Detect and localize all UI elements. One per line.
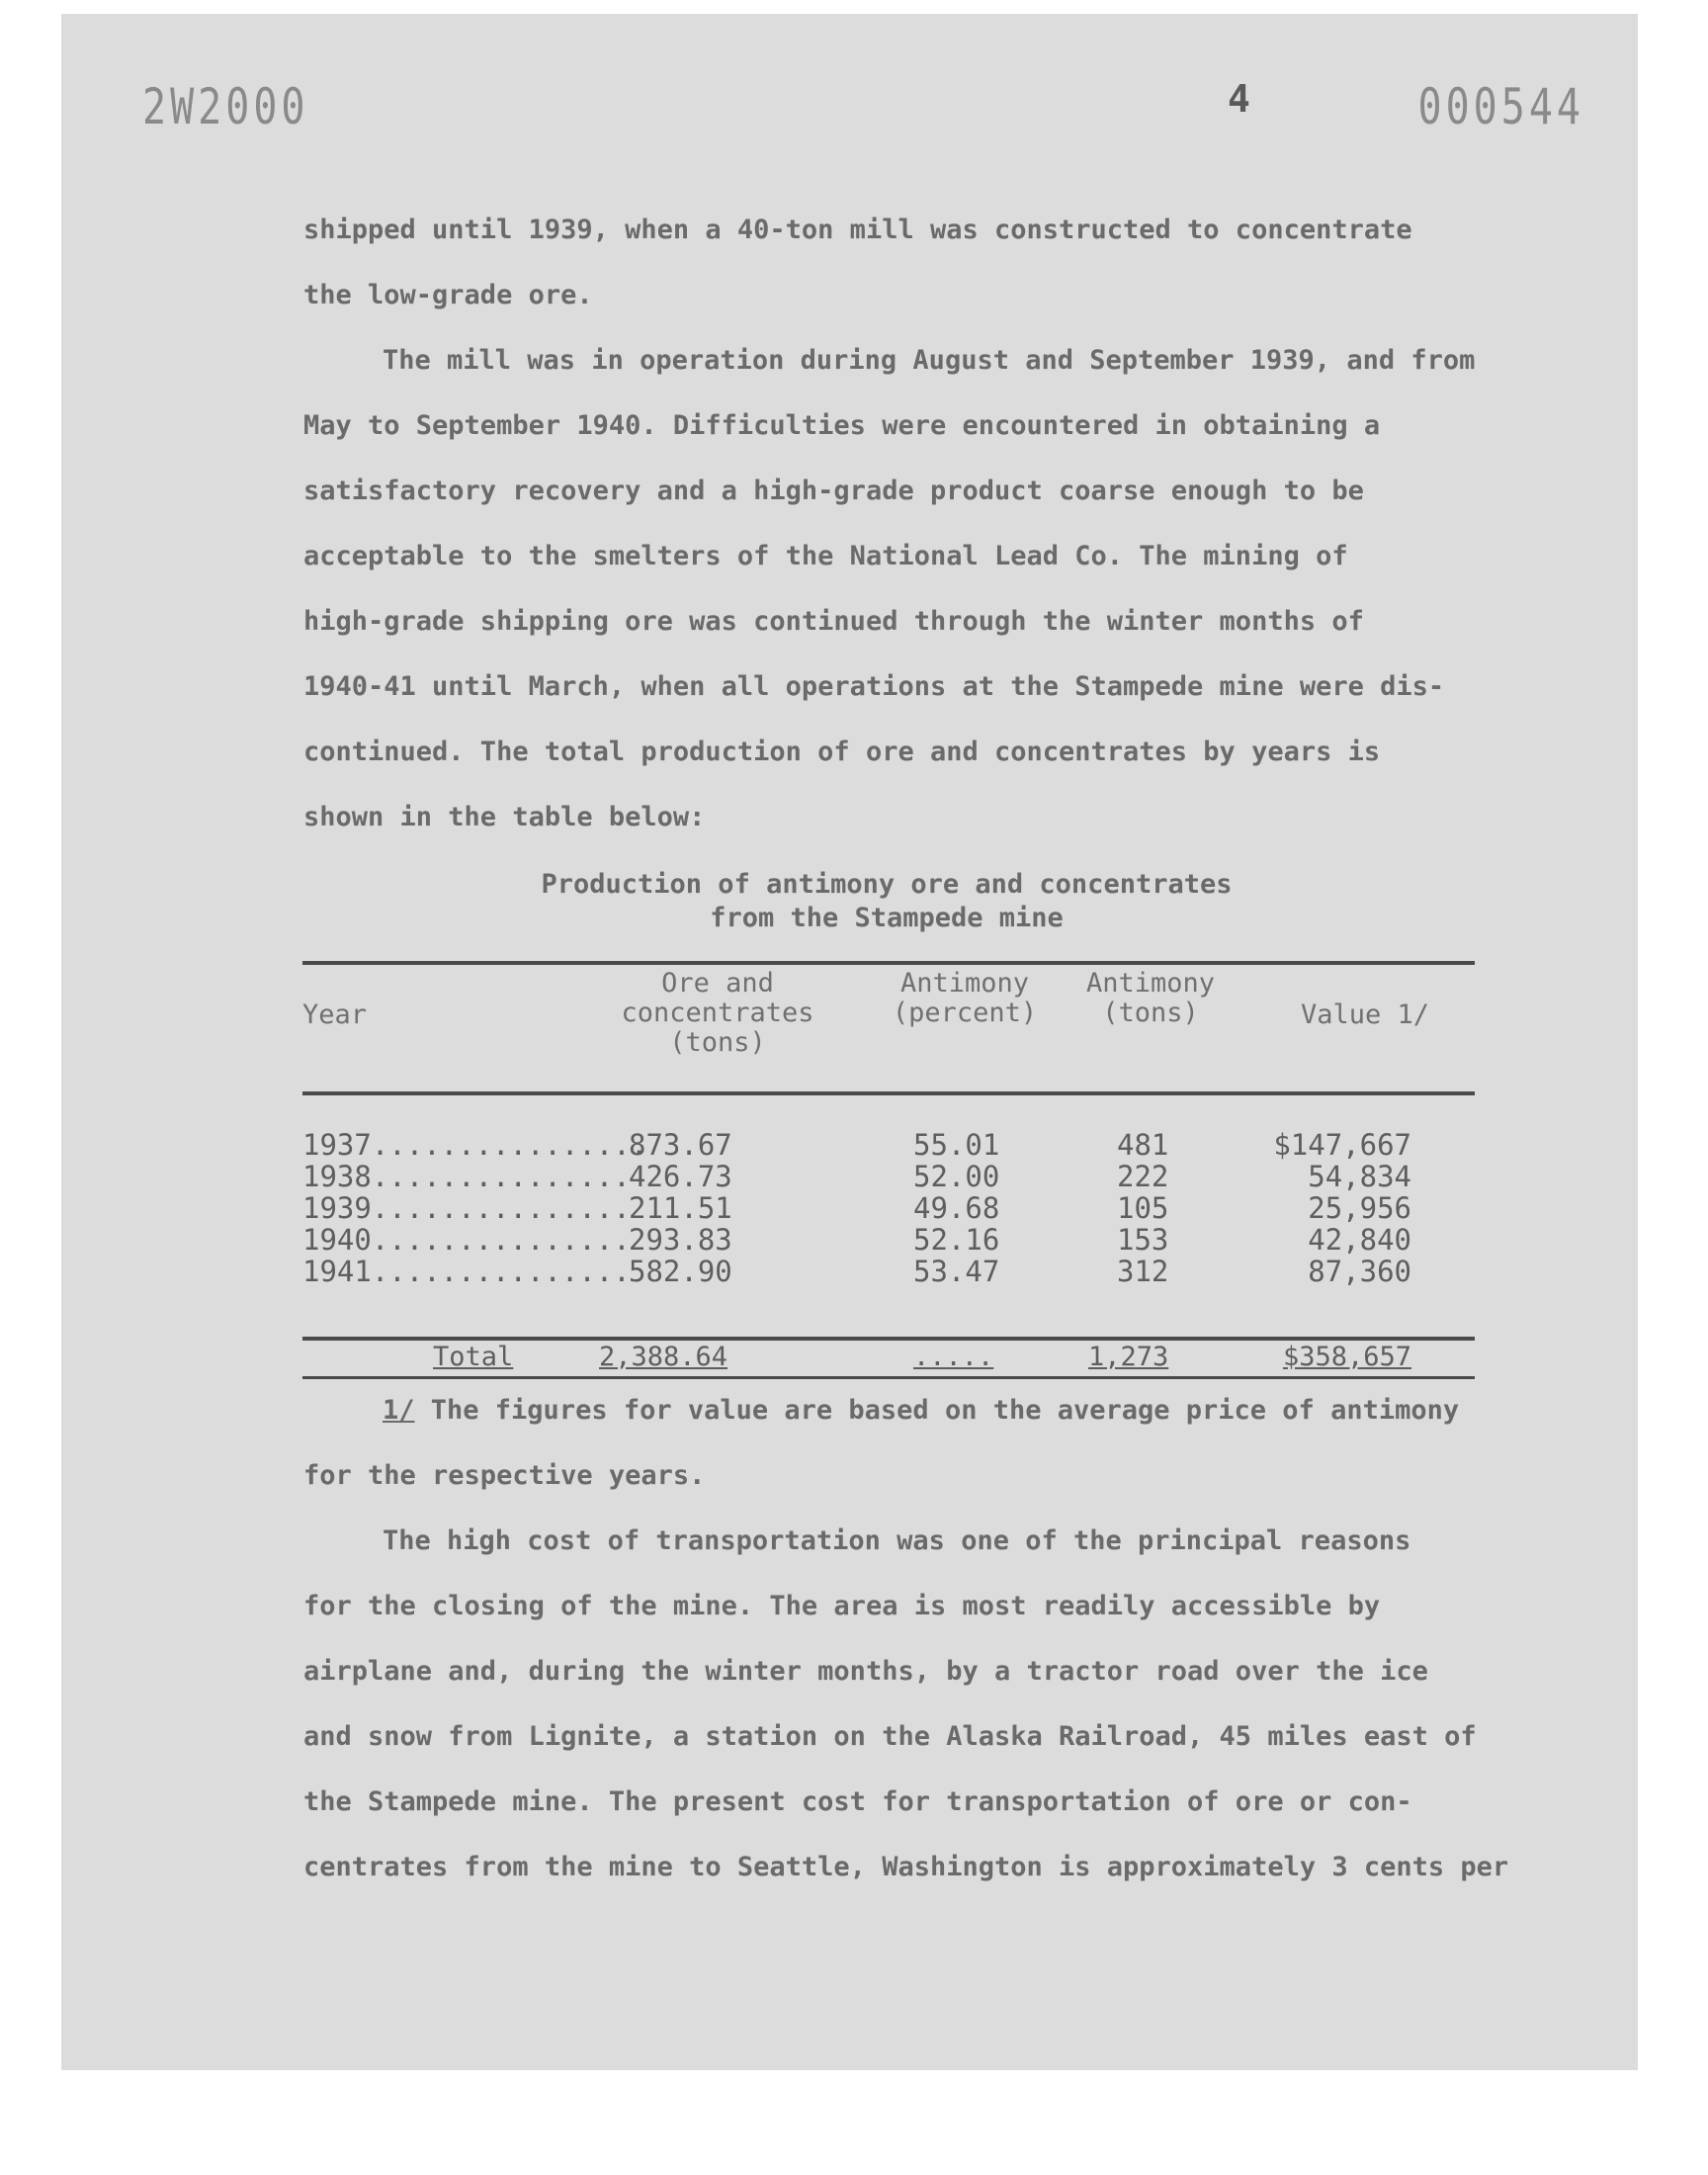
text-line: shown in the table below: xyxy=(303,802,706,832)
cell-percent: 52.00 xyxy=(913,1160,1000,1193)
header-antimony-percent xyxy=(876,969,1054,1028)
cell-tons: 222 xyxy=(1117,1160,1169,1193)
cell-value: $147,667 xyxy=(1273,1128,1411,1162)
document-page xyxy=(61,14,1638,2070)
table-title-line2: from the Stampede mine xyxy=(710,903,1064,933)
paragraphs-top xyxy=(303,198,1579,850)
table-row xyxy=(302,1256,1475,1287)
archive-stamp-right: 000544 xyxy=(1417,79,1584,136)
text-line: shipped until 1939, when a 40-ton mill was constructed to concentrate xyxy=(303,215,1412,245)
cell-tons: 105 xyxy=(1117,1191,1169,1225)
header-pct-line2: (percent) xyxy=(892,998,1038,1028)
text-line: the low-grade ore. xyxy=(303,280,593,310)
cell-percent: 53.47 xyxy=(913,1255,1000,1288)
cell-ore: 293.83 xyxy=(629,1223,732,1257)
text-line: The high cost of transportation was one of the principal reasons xyxy=(383,1525,1411,1556)
cell-tons: 481 xyxy=(1117,1128,1169,1162)
header-ore xyxy=(599,969,836,1058)
header-pct-line1: Antimony xyxy=(899,968,1030,999)
table-title-line1: Production of antimony ore and concentrates xyxy=(541,869,1233,900)
text-line: for the closing of the mine. The area is most readily accessible by xyxy=(303,1591,1381,1621)
header-antimony-tons xyxy=(1071,969,1230,1028)
cell-tons: 153 xyxy=(1117,1223,1169,1257)
text-line: May to September 1940. Difficulties were encountered in obtaining a xyxy=(303,410,1381,441)
cell-ore: 426.73 xyxy=(629,1160,732,1193)
table-row xyxy=(302,1129,1475,1161)
production-table xyxy=(302,961,1475,1379)
total-ore: 2,388.64 xyxy=(599,1342,728,1372)
header-ore-line3: (tons) xyxy=(669,1027,766,1058)
total-value: $358,657 xyxy=(1282,1342,1411,1372)
cell-percent: 49.68 xyxy=(913,1191,1000,1225)
text-line: continued. The total production of ore and concentrates by years is xyxy=(303,737,1381,767)
cell-ore: 873.67 xyxy=(629,1128,732,1162)
table-body xyxy=(302,1129,1475,1337)
cell-value: 25,956 xyxy=(1308,1191,1411,1225)
archive-stamp-left: 2W2000 xyxy=(142,79,309,136)
text-line: airplane and, during the winter months, by a tractor road over the ice xyxy=(303,1656,1428,1687)
total-tons: 1,273 xyxy=(1088,1342,1169,1372)
cell-ore: 582.90 xyxy=(629,1255,732,1288)
header-tons-line1: Antimony xyxy=(1085,968,1216,999)
header-ore-line2: concentrates xyxy=(621,998,814,1028)
page-number: 4 xyxy=(1228,77,1250,121)
cell-ore: 211.51 xyxy=(629,1191,732,1225)
text-line: centrates from the mine to Seattle, Washington is approximately 3 cents per xyxy=(303,1852,1509,1882)
text-line: and snow from Lignite, a station on the Alaska Railroad, 45 miles east of xyxy=(303,1721,1477,1752)
footnote-line1 xyxy=(303,1378,1579,1443)
header-tons-line2: (tons) xyxy=(1102,998,1199,1028)
table-row xyxy=(302,1192,1475,1224)
text-line: The mill was in operation during August and September 1939, and from xyxy=(383,345,1476,376)
footnote xyxy=(303,1378,1579,1509)
cell-value: 87,360 xyxy=(1308,1255,1411,1288)
table-row xyxy=(302,1224,1475,1256)
cell-year: 1938............... xyxy=(302,1160,631,1193)
table-header-rule xyxy=(302,1091,1475,1095)
footnote-line2: for the respective years. xyxy=(303,1460,706,1491)
cell-year: 1939............... xyxy=(302,1191,631,1225)
header-value: Value 1/ xyxy=(1300,1000,1430,1030)
text-line: satisfactory recovery and a high-grade product coarse enough to be xyxy=(303,476,1364,506)
table-total-row xyxy=(302,1341,1475,1376)
cell-value: 42,840 xyxy=(1308,1223,1411,1257)
header-year: Year xyxy=(302,1000,368,1030)
total-percent: ..... xyxy=(913,1342,994,1372)
cell-year: 1937................ xyxy=(302,1128,648,1162)
text-line: the Stampede mine. The present cost for transportation of ore or con- xyxy=(303,1786,1412,1817)
total-label: Total xyxy=(433,1342,514,1372)
cell-tons: 312 xyxy=(1117,1255,1169,1288)
header-ore-line1: Ore and xyxy=(661,968,774,999)
footnote-mark: 1/ xyxy=(383,1395,415,1426)
cell-year: 1940............... xyxy=(302,1223,631,1257)
text-line: 1940-41 until March, when all operations at the Stampede mine were dis- xyxy=(303,671,1445,702)
cell-value: 54,834 xyxy=(1308,1160,1411,1193)
text-line: acceptable to the smelters of the National Lead Co. The mining of xyxy=(303,541,1348,571)
cell-percent: 52.16 xyxy=(913,1223,1000,1257)
footnote-text: The figures for value are based on the average price of antimony xyxy=(414,1395,1460,1426)
paragraphs-bottom xyxy=(303,1509,1579,1900)
cell-percent: 55.01 xyxy=(913,1128,1000,1162)
text-line: high-grade shipping ore was continued through the winter months of xyxy=(303,606,1364,637)
table-row xyxy=(302,1161,1475,1192)
table-title xyxy=(303,868,1470,935)
cell-year: 1941............... xyxy=(302,1255,631,1288)
table-header xyxy=(302,965,1475,1091)
